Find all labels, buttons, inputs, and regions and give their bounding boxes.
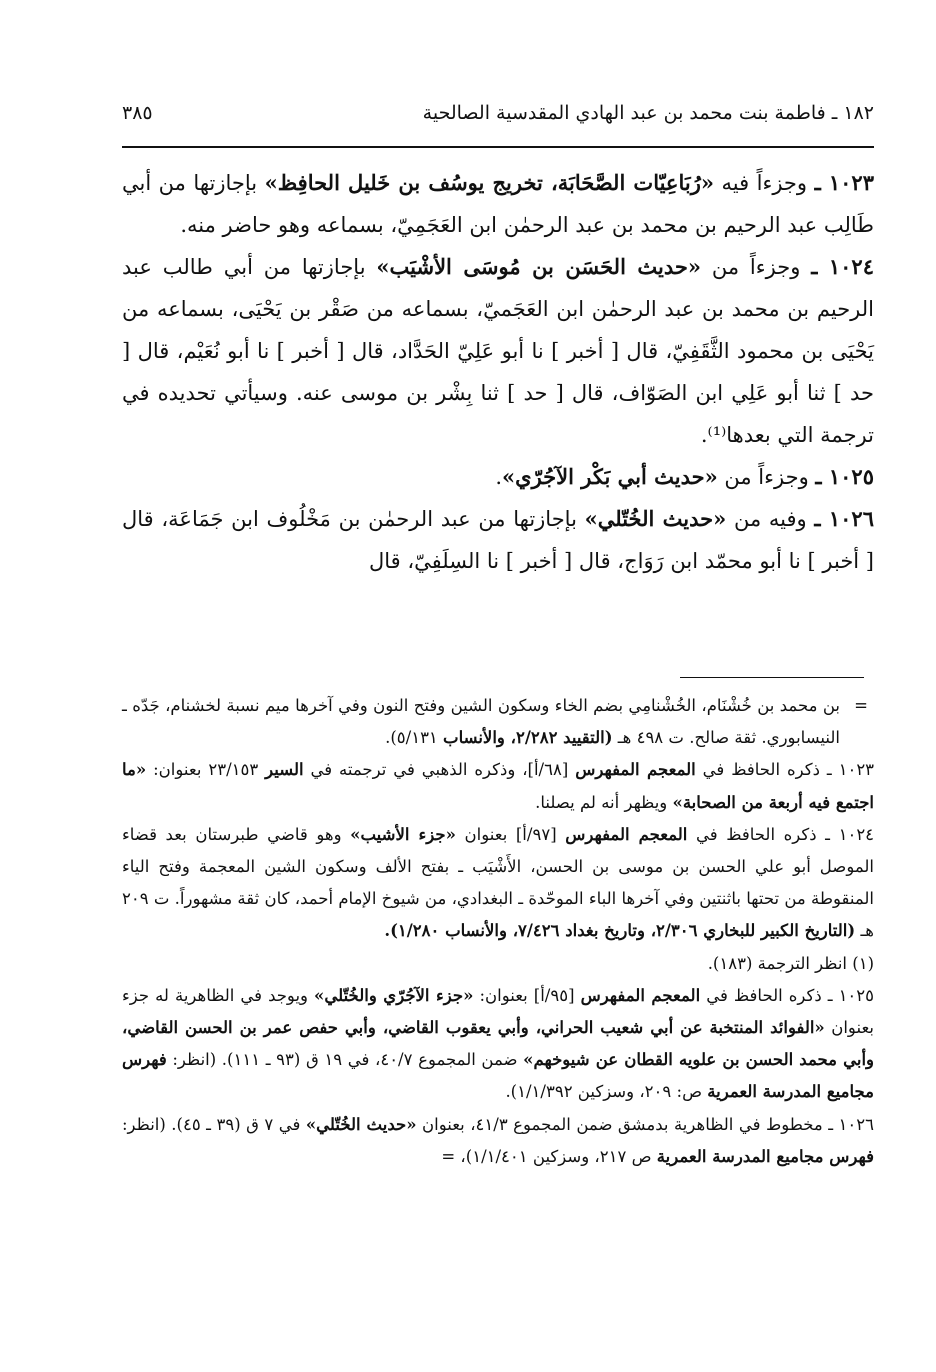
work-title: «حديث الخُتّلي» xyxy=(584,506,727,531)
work-title: «حديث أبي بَكْر الآجُرّي» xyxy=(502,464,718,489)
footnotes xyxy=(122,690,874,1173)
entry-number: ١٠٢٦ ـ xyxy=(814,506,874,531)
entry-number: ١٠٢٤ ـ xyxy=(811,254,874,279)
continuation-mark: = xyxy=(854,696,868,715)
footnote-label: ١٠٢٣ ـ xyxy=(826,760,875,780)
entry-1024: ١٠٢٤ ـ وجزءاً من «حديث الحَسَن بن مُوسَى الأشْيَب» بإجازتها من أبي طالب عبد الرحيم بن محمد بن عبد الرحمٰن ابن العَجَميّ، بسماعه من صَقْر بن يَحْيَى، بسماعه من يَحْيَى بن محمود الثَّقَفِيّ، قال [ أخبر ] نا أبو عَلِيّ الحَدَّاد، قال [ أخبر ] نا أبو نُعَيْم، قال [ حد ] ثنا أبو عَلِي ابن الصَوّاف، قال [ حد ] ثنا بِشْر بن موسى عنه. وسيأتي تحديده في ترجمة التي بعدها⁽¹⁾. xyxy=(122,254,874,447)
footnote-label: ١٠٢٥ ـ xyxy=(827,985,875,1005)
page-header xyxy=(122,90,874,136)
footnote-continuation: = بن محمد بن خُشْنَام، الخُشْنامِي بضم الخاء وسكون الشين وفتح النون وفي آخرها ميم نسبة لخشنام، جَدّه ـ النيسابوري. ثقة صالح. ت ٤٩٨ هـ (التقييد ٢/٢٨٢، والأنساب ٥/١٣١). xyxy=(122,690,874,754)
work-title: «حديث الحَسَن بن مُوسَى الأشْيَب» xyxy=(376,254,701,279)
entry-1026: ١٠٢٦ ـ وفيه من «حديث الخُتّلي» بإجازتها من عبد الرحمٰن بن مَخْلُوف ابن جَمَاعَة، قال [ أخبر ] نا أبو محمّد ابن رَوَاج، قال [ أخبر ] نا السِلَفِيّ، قال xyxy=(122,506,874,573)
entry-1023: ١٠٢٣ ـ وجزءاً فيه «رُبَاعِيّات الصَّحَابَة، تخريج يوسُف بن خَليل الحافِظ» بإجازتها من أبي طَالِب عبد الرحيم بن محمد بن عبد الرحمٰن ابن العَجَمِيّ، بسماعه وهو حاضر منه. xyxy=(122,170,874,237)
footnote-label: ١٠٢٤ ـ xyxy=(825,824,875,844)
page-number: ٣٨٥ xyxy=(122,102,153,124)
entry-number: ١٠٢٣ ـ xyxy=(814,170,874,195)
entry-number: ١٠٢٥ ـ xyxy=(815,464,874,489)
running-title: ١٨٢ ـ فاطمة بنت محمد بن عبد الهادي المقدسية الصالحية xyxy=(422,102,874,124)
footnote-note-1: (١) انظر الترجمة (١٨٣). xyxy=(707,953,874,973)
work-title: «رُبَاعِيّات الصَّحَابَة، تخريج يوسُف بن خَليل الحافِظ» xyxy=(264,170,714,195)
main-text xyxy=(122,162,874,582)
footnote-1023: ١٠٢٣ ـ ذكره الحافظ في المعجم المفهرس [٦٨/أ]، وذكره الذهبي في ترجمته في السير ٢٣/١٥٣ بعنوان: «ما اجتمع فيه أربعة من الصحابة» ويظهر أنه لم يصلنا. xyxy=(122,760,875,812)
footnote-1024: ١٠٢٤ ـ ذكره الحافظ في المعجم المفهرس [٩٧/أ] بعنوان «جزء الأشيب» وهو قاضي طبرستان بعد قضاء الموصل أبو علي الحسن بن موسى بن الحسن، الأَشْيَب ـ بفتح الألف وسكون الشين المعجمة وفتح الياء المنقوطة من تحتها باثنتين وفي آخرها الباء الموحّدة ـ البغدادي، من شيوخ الإمام أحمد، كان ثقة مشهوراً. ت ٢٠٩ هـ (التاريخ الكبير للبخاري ٢/٣٠٦، وتاريخ بغداد ٧/٤٢٦، والأنساب ١/٢٨٠). xyxy=(122,824,875,941)
footnote-separator xyxy=(680,677,864,678)
footnote-label: ١٠٢٦ ـ xyxy=(828,1114,874,1134)
entry-1025: ١٠٢٥ ـ وجزءاً من «حديث أبي بَكْر الآجُرّي». xyxy=(495,464,874,489)
footnote-label: (١) xyxy=(852,953,874,973)
footnote-1026: ١٠٢٦ ـ مخطوط في الظاهرية بدمشق ضمن المجموع ٤١/٣، بعنوان «حديث الخُتّلي» في ٧ ق (٣٩ ـ ٤٥). (انظر: فهرس مجاميع المدرسة العمرية ص ٢١٧، وسزكين ١/١/٤٠١)، = xyxy=(122,1114,874,1166)
header-rule xyxy=(122,146,874,148)
footnote-1025: ١٠٢٥ ـ ذكره الحافظ في المعجم المفهرس [٩٥/أ] بعنوان: «جزء الآجُرّي والخُتّلي» ويوجد في الظاهرية له جزء بعنوان «الفوائد المنتخبة عن أبي شعيب الحراني، وأبي يعقوب القاضي، وأبي حفص عمر بن الحسن القاضي، وأبي محمد الحسن بن علويه القطان عن شيوخهم» ضمن المجموع ٤٠/٧، في ١٩ ق (٩٣ ـ ١١١). (انظر: فهرس مجاميع المدرسة العمرية ص: ٢٠٩، وسزكين ١/١/٣٩٢). xyxy=(122,985,875,1102)
